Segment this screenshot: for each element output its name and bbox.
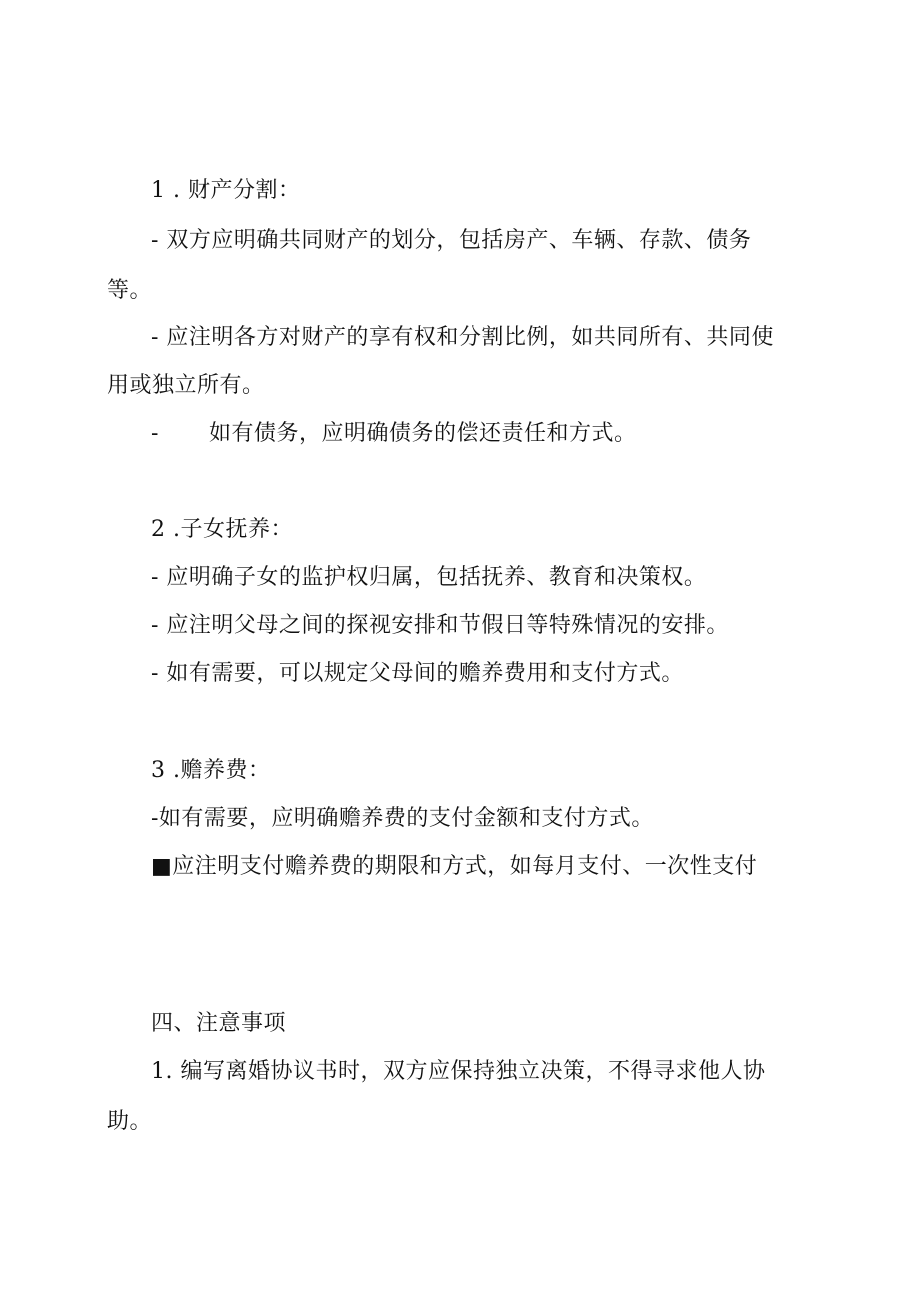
property-item-1-line-2: 等。 (107, 278, 153, 303)
custody-item-2: - 应注明父母之间的探视安排和节假日等特殊情况的安排。 (151, 613, 729, 638)
property-item-3 (151, 419, 637, 449)
property-item-1-line-1: - 双方应明确共同财产的划分，包括房产、车辆、存款、债务 (151, 228, 752, 253)
notes-item-1-line-1: 1. 编写离婚协议书时，双方应保持独立决策，不得寻求他人协 (151, 1059, 766, 1084)
alimony-item-1: -如有需要，应明确赡养费的支付金额和支付方式。 (151, 806, 654, 831)
property-item-2-line-2: 用或独立所有。 (107, 373, 265, 398)
section-heading-property: 1 . 财产分割： (151, 178, 301, 203)
property-item-3-text: 如有债务，应明确债务的偿还责任和方式。 (209, 421, 637, 446)
section-heading-alimony: 3 .赡养费： (151, 758, 271, 783)
custody-item-1: - 应明确子女的监护权归属，包括抚养、教育和决策权。 (151, 565, 707, 590)
notes-heading: 四、注意事项 (151, 1011, 287, 1036)
custody-item-3: - 如有需要，可以规定父母间的赡养费用和支付方式。 (151, 661, 684, 686)
property-item-3-prefix: - (151, 421, 159, 446)
section-heading-child-custody: 2 .子女抚养： (151, 517, 293, 542)
alimony-item-2: ■应注明支付赡养费的期限和方式，如每月支付、一次性支付 (151, 854, 758, 879)
property-item-2-line-1: - 应注明各方对财产的享有权和分割比例，如共同所有、共同使 (151, 325, 774, 350)
notes-item-1-line-2: 助。 (107, 1109, 153, 1134)
